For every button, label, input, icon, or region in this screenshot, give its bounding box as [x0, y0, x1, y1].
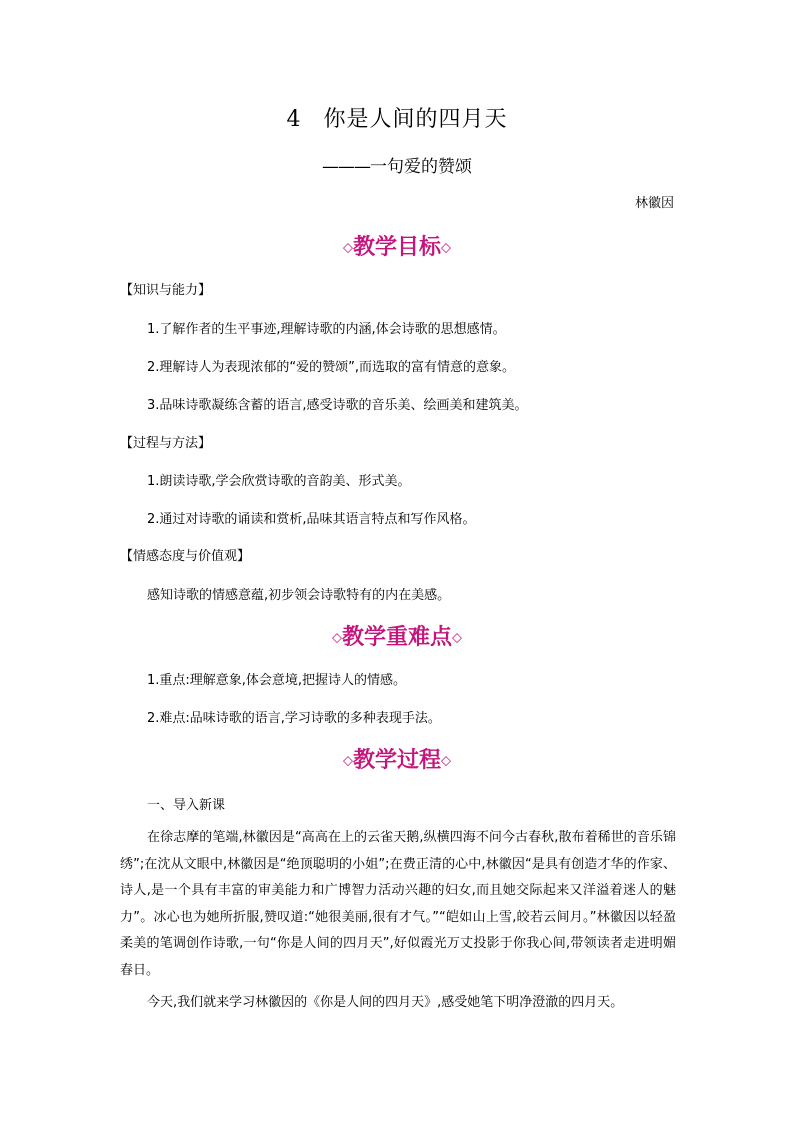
list-item: 2.理解诗人为表现浓郁的“爱的赞颂”,而选取的富有情意的意象。 [147, 360, 516, 375]
section-label-method: 【过程与方法】 [120, 436, 212, 451]
subtitle-text: 一句爱的赞颂 [370, 157, 472, 177]
intro-paragraph-2: 今天,我们就来学习林徽因的《你是人间的四月天》,感受她笔下明净澄澈的四月天。 [147, 995, 624, 1010]
diamond-icon: ◇ [452, 630, 462, 646]
diamond-icon: ◇ [342, 753, 353, 769]
heading-goals-text: 教学目标 [352, 235, 441, 260]
lesson-title-text: 你是人间的四月天 [323, 107, 508, 132]
diamond-icon: ◇ [342, 240, 353, 256]
list-item: 2.难点:品味诗歌的语言,学习诗歌的多种表现手法。 [147, 711, 441, 726]
list-item: 1.朗读诗歌,学会欣赏诗歌的音韵美、形式美。 [147, 474, 411, 489]
author: 林徽因 [634, 196, 674, 211]
subtitle-dash: ——— [322, 157, 370, 177]
list-item: 3.品味诗歌凝练含蓄的语言,感受诗歌的音乐美、绘画美和建筑美。 [147, 398, 528, 413]
diamond-icon: ◇ [441, 753, 451, 769]
intro-paragraph: 在徐志摩的笔端,林徽因是“高高在上的云雀天鹅,纵横四海不问今古春秋,散布着稀世的音乐锦绣”;在沈从文眼中,林徽因是“绝顶聪明的小姐”;在费正清的心中,林徽因“是具有创造才华的作家、诗人,是一个具有丰富的审美能力和广博智力活动兴趣的妇女,而且她交际起来又洋溢着迷人的魅力”。冰心也为她所折服,赞叹道:“她很美丽,很有才气。”“皑如山上雪,皎若云间月。”林徽因以轻盈柔美的笔调创作诗歌,一句“你是人间的四月天”,好似霞光万丈投影于你我心间,带领读者走进明媚春日。 [120, 830, 676, 978]
list-item: 1.了解作者的生平事迹,理解诗歌的内涵,体会诗歌的思想感情。 [147, 322, 506, 337]
list-item: 2.通过对诗歌的诵读和赏析,品味其语言特点和写作风格。 [147, 512, 476, 527]
heading-key-points-text: 教学重难点 [341, 625, 452, 650]
section-label-knowledge: 【知识与能力】 [120, 283, 212, 298]
section-label-attitude: 【情感态度与价值观】 [120, 549, 251, 564]
diamond-icon: ◇ [441, 240, 451, 256]
list-item: 1.重点:理解意象,体会意境,把握诗人的情感。 [147, 673, 407, 688]
lesson-subtitle [0, 152, 794, 177]
list-item: 感知诗歌的情感意蕴,初步领会诗歌特有的内在美感。 [147, 588, 451, 603]
heading-key-points [0, 620, 794, 651]
heading-goals [0, 230, 794, 261]
step-label: 一、导入新课 [147, 798, 226, 813]
heading-process-text: 教学过程 [352, 748, 441, 773]
lesson-title [0, 102, 794, 133]
diamond-icon: ◇ [331, 630, 342, 646]
heading-process [0, 743, 794, 774]
lesson-number: 4 [286, 107, 302, 132]
